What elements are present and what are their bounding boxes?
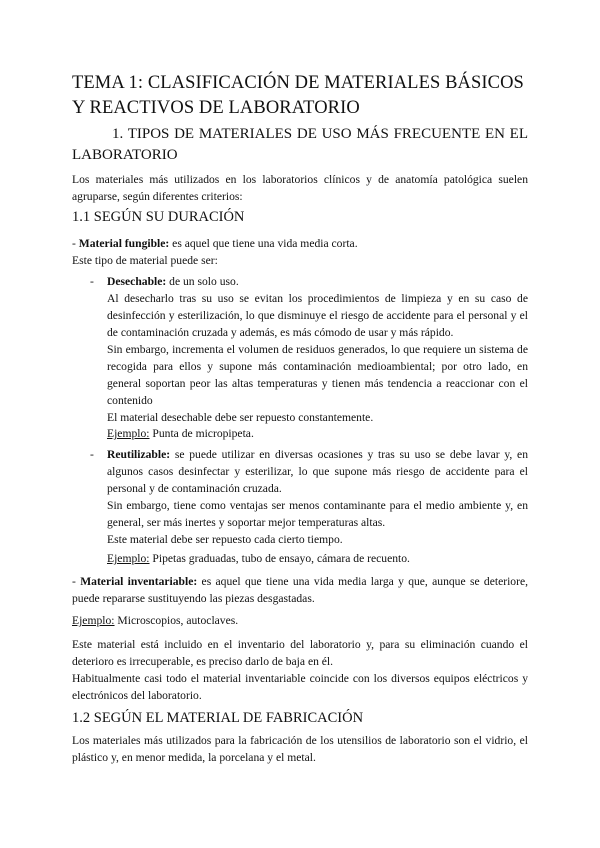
fungible-definition: es aquel que tiene una vida media corta. xyxy=(172,237,358,250)
reutilizable-term: Reutilizable: xyxy=(107,448,171,461)
inventariable-paragraph-2: Habitualmente casi todo el material inventariable coincide con los diversos equipos eléctricos y electrónicos del laboratorio. xyxy=(72,672,528,702)
fungible-paragraph xyxy=(72,235,528,269)
desechable-bullet: - xyxy=(90,275,94,288)
reutilizable-example-text: Pipetas graduadas, tubo de ensayo, cámara de recuento. xyxy=(152,552,410,565)
inventariable-example-text: Microscopios, autoclaves. xyxy=(117,614,239,627)
desechable-example xyxy=(107,425,254,442)
intro-paragraph: Los materiales más utilizados en los laboratorios clínicos y de anatomía patológica suelen agruparse, según diferentes criterios: xyxy=(72,173,528,203)
desechable-paragraph-1: Al desecharlo tras su uso se evitan los procedimientos de limpieza y en su caso de desinfección y esterilización, lo que disminuye el riesgo de accidente para el personal y el de contaminación cruzada y además, es más cómodo de usar y más rápido. xyxy=(107,292,528,339)
reutilizable-example-label: Ejemplo: xyxy=(107,552,150,565)
desechable-example-label: Ejemplo: xyxy=(107,427,150,440)
desechable-example-text: Punta de micropipeta. xyxy=(152,427,254,440)
desechable-paragraph-2: Sin embargo, incrementa el volumen de residuos generados, lo que requiere un sistema de recogida para ellos y supone más contaminación medioambiental; por otro lado, en general soportan peor las altas temperaturas y tienen más tendencia a reaccionar con el contenido xyxy=(107,343,528,407)
reutilizable-paragraph-1: Sin embargo, tiene como ventajas ser menos contaminante para el medio ambiente y, en general, ser más inertes y soportar mejor temperaturas altas. xyxy=(107,499,528,529)
reutilizable-example xyxy=(107,550,410,567)
inventariable-paragraph xyxy=(72,573,528,607)
reutilizable-paragraph-2: Este material debe ser repuesto cada cierto tiempo. xyxy=(107,533,343,546)
subsection-heading-duracion: 1.1 SEGÚN SU DURACIÓN xyxy=(72,209,245,225)
subsection-heading-fabricacion: 1.2 SEGÚN EL MATERIAL DE FABRICACIÓN xyxy=(72,710,364,726)
fungible-types-intro: Este tipo de material puede ser: xyxy=(72,254,218,267)
inventariable-definition: es aquel que tiene una vida media larga y que, aunque se deteriore, puede repararse sustituyendo las piezas desgastadas. xyxy=(72,575,529,605)
section-heading: 1. TIPOS DE MATERIALES DE USO MÁS FRECUENTE EN EL LABORATORIO xyxy=(72,126,528,163)
inventariable-dash: - xyxy=(72,575,76,588)
inventariable-term: Material inventariable: xyxy=(80,575,198,588)
desechable-paragraph-3: El material desechable debe ser repuesto constantemente. xyxy=(107,411,374,424)
inventariable-example-label: Ejemplo: xyxy=(72,614,115,627)
reutilizable-definition: se puede utilizar en diversas ocasiones y tras su uso se debe lavar y, en algunos casos desinfectar y esterilizar, lo que supone más riesgo de accidente para el personal y de contaminación cruzada. xyxy=(107,448,528,495)
page-title: TEMA 1: CLASIFICACIÓN DE MATERIALES BÁSICOS Y REACTIVOS DE LABORATORIO xyxy=(72,73,524,118)
fabricacion-paragraph: Los materiales más utilizados para la fabricación de los utensilios de laboratorio son el vidrio, el plástico y, en menor medida, la porcelana y el metal. xyxy=(72,734,528,764)
inventariable-example xyxy=(72,612,238,629)
fungible-dash: - xyxy=(72,237,76,250)
inventariable-paragraph-1: Este material está incluido en el inventario del laboratorio y, para su eliminación cuando el deterioro es irrecuperable, es preciso darlo de baja en él. xyxy=(72,638,528,668)
desechable-item xyxy=(107,273,528,426)
reutilizable-item xyxy=(107,446,528,548)
desechable-definition: de un solo uso. xyxy=(169,275,239,288)
reutilizable-bullet: - xyxy=(90,448,94,461)
fungible-term: Material fungible: xyxy=(78,237,170,250)
inventariable-notes xyxy=(72,636,528,704)
desechable-term: Desechable: xyxy=(107,275,167,288)
